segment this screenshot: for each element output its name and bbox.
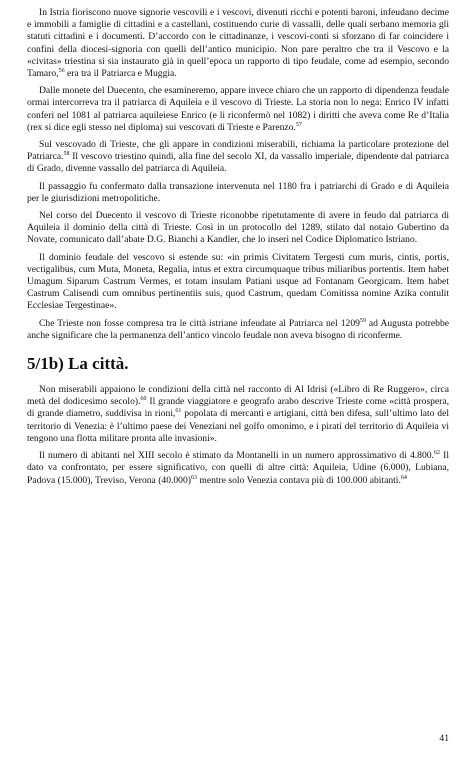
footnote-ref-60: 60 <box>140 396 147 403</box>
paragraph-al-idrisi: Non miserabili appaiono le condizioni della città nel racconto di Al Idrisi («Libro di Re Ruggero», circa metà del dodicesimo secolo).$^{60}$ Il grande viaggiatore e geografo arabo descrive Trieste come «città prospera, di grande diametro, suddivisa in rioni,$^{61}$ popolata di mercanti e artigiani, città ben difesa, sull’ultimo lato del territorio di Venezia: è l’ultimo paese dei Veneziani nel golfo omonimo, e i pirati del territorio di Aquileia vi tengono una flotta militare pronta alle invasioni». <box>27 384 450 444</box>
footnote-ref-64: 64 <box>400 474 407 481</box>
footnote-ref-57: 57 <box>295 121 302 128</box>
paragraph-duecento: Nel corso del Duecento il vescovo di Trieste riconobbe ripetutamente di avere in feudo dal patriarca di Aquileia il dominio della città di Trieste. Così in un protocollo del 1289, stilato dal notaio Gubertino da Novate, comunicato dall’abate D.G. Bianchi a Kandler, che lo inserì nel Codice Diplomatico Istriano. <box>27 210 449 246</box>
footnote-ref-63: 63 <box>190 474 197 481</box>
top-section <box>27 7 449 342</box>
page-number: 41 <box>439 733 449 744</box>
paragraph-monete: Dalle monete del Duecento, che esamineremo, appare invece chiaro che un rapporto di dipendenza feudale ormai intercorreva tra il patriarca di Aquileia e il vescovo di Trieste. La storia non lo nega: Enrico IV infatti conferì nel 1081 al patriarca aquileiese Enrico (e li riconfermò nel 1082) i diritti che aveva come Re d’Italia (rex si dice egli stesso nel diploma) sui vescovati di Trieste e Parenzo.$^{57}$ <box>27 85 449 133</box>
section-title: 5/1b) La città. <box>27 354 129 374</box>
footnote-ref-59: 59 <box>359 317 366 324</box>
paragraph-passaggio: Il passaggio fu confermato dalla transazione intervenuta nel 1180 fra i patriarchi di Grado e di Aquileia per le giurisdizioni metropolitiche. <box>27 180 449 204</box>
paragraph-trieste-1209: Che Trieste non fosse compresa tra le città istriane infeudate al Patriarca nel 1209$^{59}$ ad Augusta potrebbe anche significare che la permanenza dell’antico vincolo feudale non aveva bisogno di riconferme. <box>27 317 450 341</box>
paragraph-dominio: Il dominio feudale del vescovo si estende su: «in primis Civitatem Tergesti cum muris, cintis, portis, vectigalibus, cum Muta, Moneta, Regalia, intus et extra circumquaque tribus miliaribus portentis. Item habet Umagum Siparum Castrum Vermes, et totam insulam Patiani usque ad Fontanam Georgicam. Item habet Castrum Calisendi cum omnibus pertinentiis suis, quod Castrum, quedam Comitissa nomine Azika contulit Ecclesiae Tergestinae». <box>27 251 449 312</box>
footnote-ref-56: 56 <box>58 67 65 74</box>
paragraph-vescovado: Sul vescovado di Trieste, che gli appare in condizioni miserabili, richiama la particolare protezione del Patriarca.$^{58}$ Il vescovo triestino quindi, alla fine del secolo XI, da vassallo imperiale, dipendente dal patriarca di Grado, divenne vassallo del patriarca di Aquileia. <box>27 139 449 175</box>
paragraph-istria: In Istria fioriscono nuove signorie vescovili e i vescovi, divenuti ricchi e potenti baroni, infeudano decime e immobili a famiglie di cittadini e a castellani, costituendo curie di vassalli, delle quali serbano memoria gli statuti cittadini e i documenti. D’accordo con le cittadinanze, i vescovi-conti si sforzano di far coincidere i confini della diocesi-signoria con quelli dell’antico municipio. Non pare peraltro che tra il Vescovo e la «civitas» triestina si sia instaurato già in quell’epoca un rapporto di tipo feudale, come ad esempio, secondo Tamaro,$^{56}$ era tra il Patriarca e Muggia. <box>27 7 449 80</box>
footnote-ref-58: 58 <box>63 151 70 158</box>
bottom-section <box>27 384 449 487</box>
footnote-ref-62: 62 <box>433 449 440 456</box>
paragraph-abitanti: Il numero di abitanti nel XIII secolo è stimato da Montanelli in un numero approssimativo di 4.800.62 Il dato va confrontato, per essere significativo, con quelli di altre città: Aquileia, Udine (6.000), Lubiana, Padova (15.000), Treviso, Verona $(40.000)^{63}$ mentre solo Venezia contava più di 100.000 abitanti.$^{64}$ <box>27 449 449 486</box>
footnote-ref-61: 61 <box>175 408 182 415</box>
